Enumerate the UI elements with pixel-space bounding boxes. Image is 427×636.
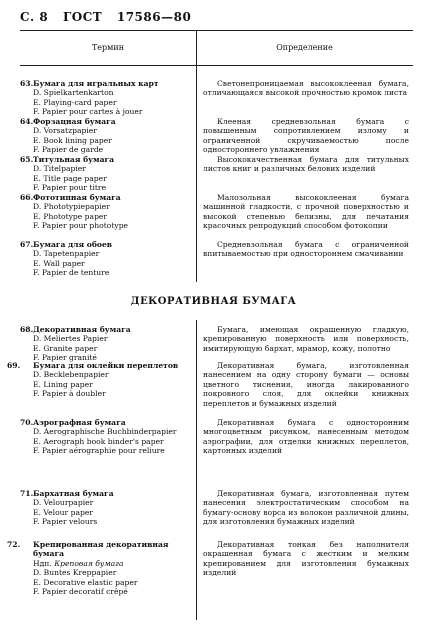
term-fr: F. Papier à doubler bbox=[33, 389, 106, 399]
term-title: Крепированная декоративная бумага bbox=[33, 540, 169, 559]
term-entry-67 bbox=[20, 240, 190, 278]
standard-label: ГОСТ bbox=[62, 10, 103, 24]
page-header bbox=[20, 10, 201, 24]
definition-68: Бумага, имеющая окрашенную гладкую, крепированную поверхность или поверхность, имитирующую бархат, мрамор, кожу, полотно bbox=[203, 325, 409, 353]
entry-number: 67. bbox=[20, 240, 34, 249]
term-en: E. Playing-card paper bbox=[33, 97, 117, 107]
term-en: E. Decorative elastic paper bbox=[33, 577, 138, 587]
term-entry-70 bbox=[20, 418, 190, 456]
definition-72: Декоративная тонкая без наполнителя окрашенная бумага с жестким и мелким крепированием для изготовления бумажных изделий bbox=[203, 540, 409, 578]
term-entry-64 bbox=[20, 117, 190, 155]
term-ndp bbox=[20, 559, 190, 568]
standard-number: 17586—80 bbox=[116, 10, 192, 24]
column-divider bbox=[196, 320, 197, 620]
term-title: Бумага для игральных карт bbox=[33, 79, 159, 88]
term-title: Титульная бумага bbox=[33, 155, 115, 164]
term-fr: F. Papier pour titre bbox=[33, 183, 107, 193]
definition-65: Высококачественная бумага для титульных листов книг и различных белових изделий bbox=[203, 155, 409, 174]
term-title: Бумага для обоев bbox=[33, 240, 113, 249]
term-title: Форзацная бумага bbox=[33, 117, 116, 126]
term-title: Фототипная бумага bbox=[33, 193, 121, 202]
column-definition-header: Определение bbox=[276, 43, 333, 52]
term-en: E. Phototype paper bbox=[33, 211, 108, 221]
term-title: Бумага для оклейки переплетов bbox=[33, 361, 179, 370]
column-divider bbox=[196, 66, 197, 282]
ndp-label: Ндп. bbox=[33, 558, 52, 568]
term-entry-68 bbox=[20, 325, 190, 363]
term-de: D. Spielkartenkarton bbox=[33, 88, 114, 98]
term-entry-66 bbox=[20, 193, 190, 231]
term-fr: F. Papier pour phototype bbox=[33, 221, 129, 231]
term-en: E. Aerograph book binder's paper bbox=[33, 436, 164, 446]
entry-number: 68. bbox=[20, 325, 34, 334]
page-number: С. 8 bbox=[20, 10, 49, 24]
entry-number: 72. bbox=[7, 540, 21, 549]
definition-66: Малозольная высококлееная бумага машинной гладкости, с прочной поверхностью и высокой степенью белизны, для печатания красочных репродукций способом фотокопии bbox=[203, 193, 409, 231]
term-en: E. Lining paper bbox=[33, 379, 93, 389]
term-entry-72 bbox=[7, 540, 190, 597]
term-fr: F. Papier de garde bbox=[33, 145, 104, 155]
term-de: D. Velourpapier bbox=[33, 498, 94, 508]
term-de: D. Phototypiepapier bbox=[33, 202, 110, 212]
entry-number: 69. bbox=[7, 361, 21, 370]
term-title: Бархатная бумага bbox=[33, 489, 114, 498]
term-de: D. Vorsatzpapier bbox=[33, 126, 97, 136]
term-en: E. Granite paper bbox=[33, 343, 98, 353]
column-term-header: Термин bbox=[91, 43, 125, 52]
term-fr: F. Papier de tenture bbox=[33, 268, 110, 278]
term-de: D. Tapetenpapier bbox=[33, 249, 100, 259]
term-de: D. Aerographische Buchbinderpapier bbox=[33, 427, 177, 437]
term-entry-65 bbox=[20, 155, 190, 193]
definition-69: Декоративная бумага, изготовленная нанесением на одну сторону бумаги — основы цветного тиснения, иногда лакированного покровного слоя, для оклейки книжных переплетов и бумажных изделий bbox=[203, 361, 409, 408]
definition-64: Клееная средневзольная бумага с повышенным сопротивлением излому и ограниченной скручиваемостью после одностороннего увлажнения bbox=[203, 117, 409, 155]
term-en: E. Velour paper bbox=[33, 507, 93, 517]
term-entry-69 bbox=[7, 361, 190, 399]
definition-63: Светонепроницаемая высококлееная бумага, отличающаяся высокой прочностью кромок листа bbox=[203, 79, 409, 98]
term-de: D. Titelpapier bbox=[33, 164, 86, 174]
term-entry-63 bbox=[20, 79, 190, 117]
table-header bbox=[20, 30, 413, 66]
term-en: E. Title page paper bbox=[33, 173, 107, 183]
term-fr: F. Papier granité bbox=[33, 353, 97, 363]
term-en: E. Wall paper bbox=[33, 258, 85, 268]
term-fr: F. Papier aérographie pour reliure bbox=[33, 446, 165, 456]
term-fr: F. Papier decoratif crêpé bbox=[33, 587, 128, 597]
term-title: Аэрографная бумага bbox=[33, 418, 126, 427]
term-fr: F. Papier velours bbox=[33, 517, 98, 527]
term-de: D. Buntes Kreppapier bbox=[33, 568, 117, 578]
definition-71: Декоративная бумага, изготовленная путем нанесения электростатическим способом на бумагу-основу ворса из волокон различной длины, для изготовления бумажных изделий bbox=[203, 489, 409, 527]
term-title: Декоративная бумага bbox=[33, 325, 131, 334]
definition-67: Средневзольная бумага с ограниченной впитываемостью при одностороннем смачивании bbox=[203, 240, 409, 259]
entry-number: 71. bbox=[20, 489, 34, 498]
entry-number: 66. bbox=[20, 193, 34, 202]
definition-70: Декоративная бумага с односторонним многоцветным рисунком, нанесенным методом аэрографии, для отделки книжных переплетов, картонных изделий bbox=[203, 418, 409, 456]
entry-number: 65. bbox=[20, 155, 34, 164]
entry-number: 64. bbox=[20, 117, 34, 126]
section-title: ДЕКОРАТИВНАЯ БУМАГА bbox=[130, 296, 297, 307]
term-en: E. Book lining paper bbox=[33, 135, 112, 145]
term-de: D. Becklebenpapier bbox=[33, 370, 109, 380]
entry-number: 63. bbox=[20, 79, 34, 88]
term-entry-71 bbox=[20, 489, 190, 527]
term-fr: F. Papier pour cartes à jouer bbox=[33, 107, 143, 117]
term-de: D. Meliertes Papier bbox=[33, 334, 108, 344]
ndp-term: Креповая бумага bbox=[54, 558, 124, 568]
entry-number: 70. bbox=[20, 418, 34, 427]
